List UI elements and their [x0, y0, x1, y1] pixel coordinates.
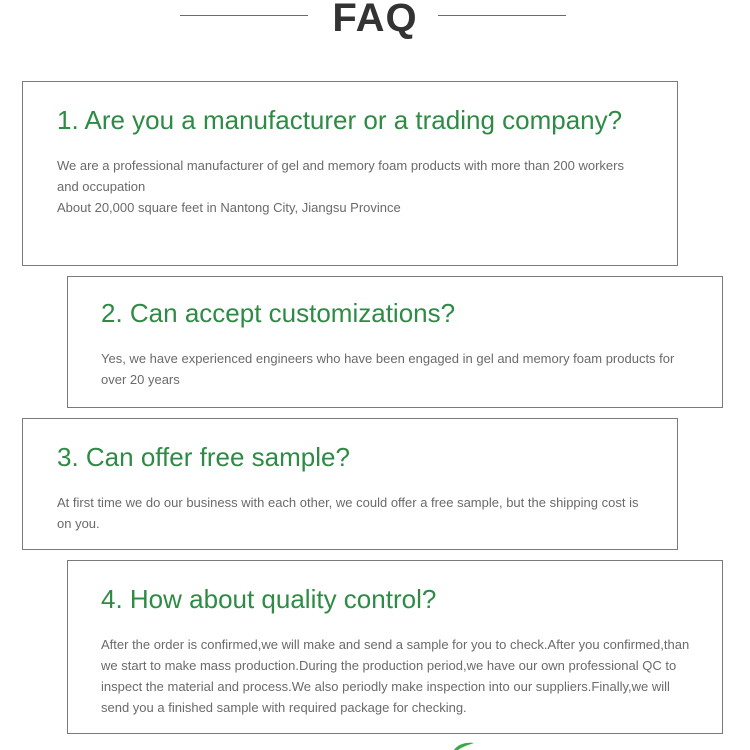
- faq-header: [0, 0, 750, 40]
- faq-question-2: 2. Can accept customizations?: [101, 298, 456, 328]
- faq-answer-2-line-1: Yes, we have experienced engineers who have been engaged in gel and memory foam products for over 20 years: [101, 351, 675, 387]
- faq-card-1: [22, 81, 678, 266]
- page-title: FAQ: [332, 0, 418, 40]
- faq-answer-1: [57, 155, 647, 218]
- faq-answer-3: [57, 492, 647, 534]
- faq-question-4: 4. How about quality control?: [101, 584, 437, 614]
- faq-answer-4: [101, 634, 692, 718]
- faq-question-3: 3. Can offer free sample?: [57, 442, 350, 472]
- faq-card-2: [67, 276, 723, 408]
- faq-answer-1-line-1: We are a professional manufacturer of gel and memory foam products with more than 200 workers and occupation: [57, 158, 624, 194]
- faq-answer-2: [101, 348, 692, 390]
- faq-answer-4-line-1: After the order is confirmed,we will make and send a sample for you to check.After you confirmed,than we start to make mass production.During the production period,we have our own professional QC to inspect the material and process.We also periodly make inspection into our suppliers.Finally,we will send you a finished sample with required package for checking.: [101, 637, 690, 715]
- title-divider-right: [438, 15, 566, 16]
- faq-card-3: [22, 418, 678, 550]
- faq-answer-1-line-2: About 20,000 square feet in Nantong City, Jiangsu Province: [57, 200, 401, 215]
- faq-card-4: [67, 560, 723, 734]
- faq-question-1: 1. Are you a manufacturer or a trading company?: [57, 105, 623, 135]
- leaf-icon-shape: [452, 742, 476, 750]
- faq-answer-3-line-1: At first time we do our business with each other, we could offer a free sample, but the shipping cost is on you.: [57, 495, 639, 531]
